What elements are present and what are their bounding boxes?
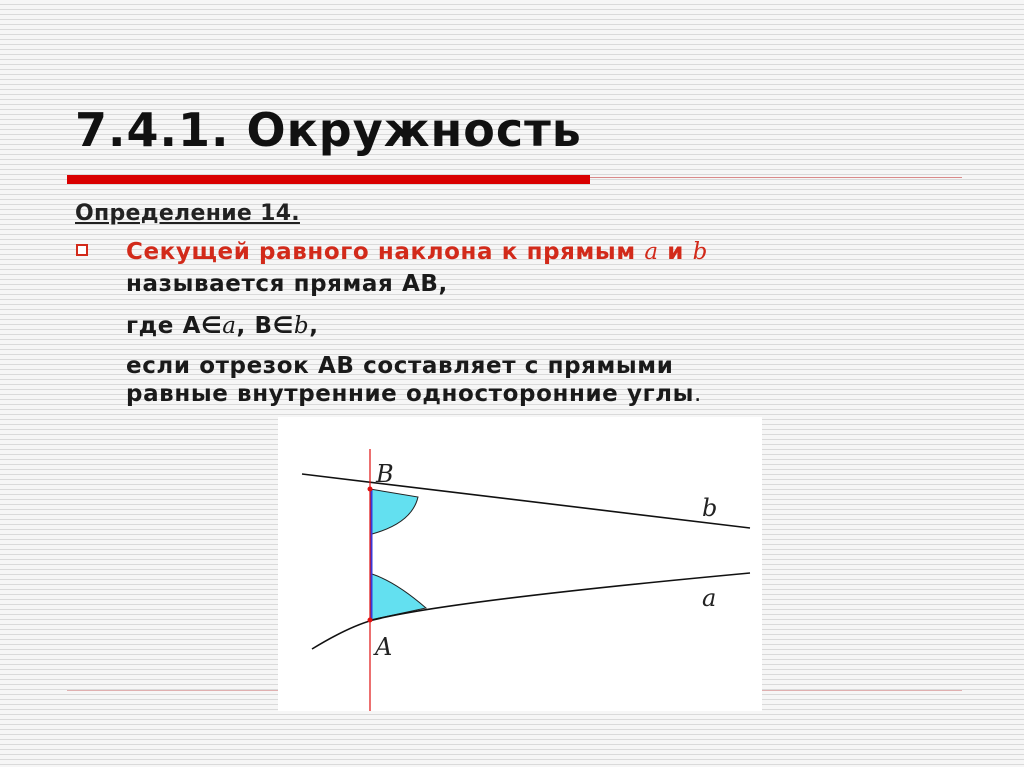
title-underline-thin (590, 177, 962, 178)
definition-line-4: если отрезок АВ составляет с прямыми (126, 353, 674, 379)
label-point-a: A (375, 633, 393, 661)
var-a: a (644, 239, 659, 265)
label-line-b: b (702, 494, 718, 522)
definition-line-1 (126, 238, 708, 266)
var-a: a (222, 313, 237, 339)
title-underline-bar (67, 175, 590, 184)
definition-line-2: называется прямая АВ, (126, 271, 448, 297)
page-title: 7.4.1. Окружность (75, 103, 582, 157)
line5-period: . (694, 381, 702, 407)
angle-at-a (370, 574, 426, 620)
line3-mid: , В (236, 313, 273, 339)
figure-svg (278, 417, 762, 711)
square-bullet-icon (76, 244, 88, 256)
line5-text: равные внутренние односторонние углы (126, 381, 695, 407)
element-of-symbol: ∈ (272, 313, 294, 339)
definition-heading: Определение 14. (75, 201, 300, 226)
definition-line-3 (126, 312, 319, 340)
definition-line-5 (126, 380, 702, 408)
line-b (302, 474, 750, 528)
point-a (368, 618, 373, 623)
line3-suffix: , (309, 313, 319, 339)
element-of-symbol: ∈ (201, 313, 223, 339)
conjunction-and: и (658, 239, 693, 265)
var-b: b (293, 313, 310, 339)
angle-at-b (370, 489, 418, 534)
definition-term: Секущей равного наклона к прямым (126, 239, 636, 265)
footer-rule-right (762, 690, 962, 691)
footer-rule-left (67, 690, 278, 691)
var-b: b (692, 239, 708, 265)
label-point-b: B (376, 460, 394, 488)
point-b (368, 487, 373, 492)
geometry-figure (278, 417, 762, 711)
label-line-a: a (702, 584, 717, 612)
line3-prefix: где А (126, 313, 201, 339)
